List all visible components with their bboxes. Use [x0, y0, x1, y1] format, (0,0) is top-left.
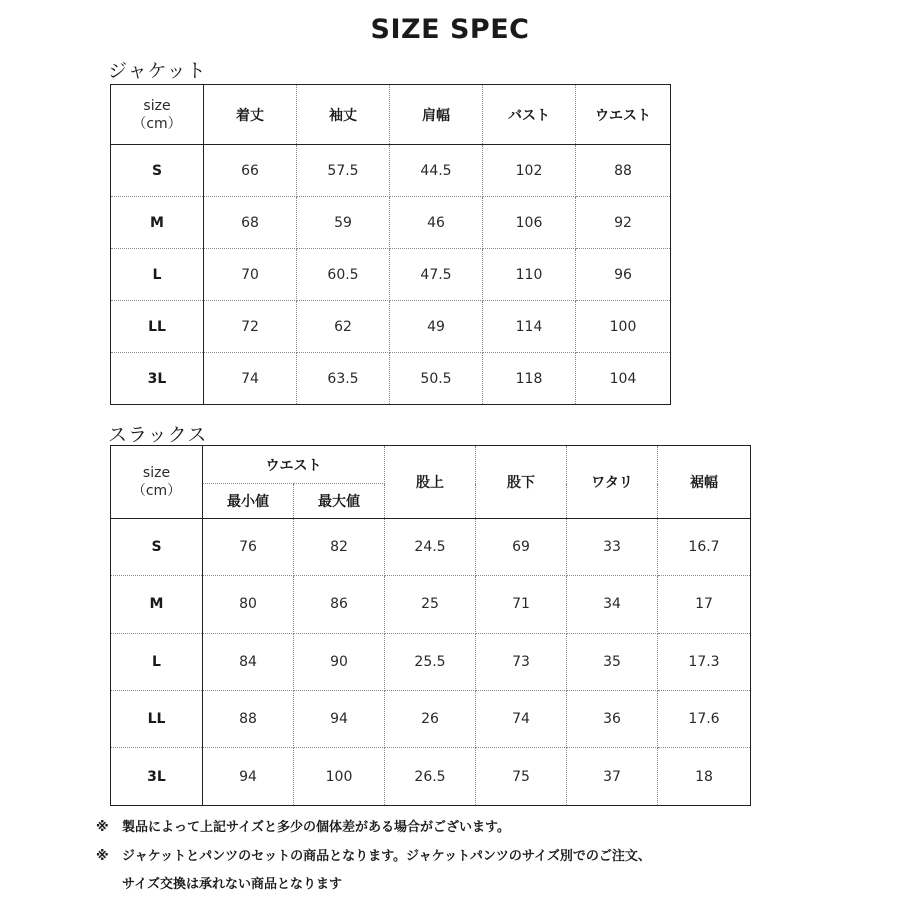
size-header-cell [111, 446, 203, 519]
table-cell: 90 [294, 633, 385, 690]
table-cell: 66 [204, 145, 297, 197]
table-row [111, 301, 671, 353]
table-cell: 47.5 [390, 249, 483, 301]
table-cell: 74 [476, 691, 567, 748]
table-cell: 46 [390, 197, 483, 249]
column-header: ワタリ [567, 446, 658, 519]
table-cell: 114 [483, 301, 576, 353]
table-cell: 100 [294, 748, 385, 806]
size-label: 3L [111, 748, 203, 806]
table-cell: 84 [203, 633, 294, 690]
table-cell: 92 [576, 197, 671, 249]
jacket-size-table [110, 84, 671, 405]
column-header: 肩幅 [390, 85, 483, 145]
table-cell: 63.5 [297, 353, 390, 405]
table-cell: 88 [203, 691, 294, 748]
column-header: 袖丈 [297, 85, 390, 145]
table-cell: 24.5 [385, 518, 476, 575]
size-label: 3L [111, 353, 204, 405]
note-mark: ※ [96, 849, 109, 864]
table-cell: 17.3 [658, 633, 751, 690]
table-cell: 74 [204, 353, 297, 405]
table-cell: 88 [576, 145, 671, 197]
size-label: L [111, 633, 203, 690]
table-cell: 44.5 [390, 145, 483, 197]
size-header-label: size [142, 464, 171, 481]
size-label: S [111, 518, 203, 575]
waist-min-header: 最小値 [203, 484, 294, 518]
table-row [111, 576, 751, 633]
table-cell: 110 [483, 249, 576, 301]
size-label: M [111, 576, 203, 633]
notes [96, 818, 876, 904]
jacket-section-title: ジャケット [108, 60, 207, 82]
table-row [111, 353, 671, 405]
table-cell: 72 [204, 301, 297, 353]
table-cell: 94 [294, 691, 385, 748]
size-label: M [111, 197, 204, 249]
table-cell: 68 [204, 197, 297, 249]
table-cell: 96 [576, 249, 671, 301]
table-cell: 33 [567, 518, 658, 575]
table-cell: 70 [204, 249, 297, 301]
size-header-unit: （cm） [131, 482, 182, 499]
slacks-size-table [110, 445, 751, 806]
table-cell: 106 [483, 197, 576, 249]
size-header-unit: （cm） [132, 115, 182, 132]
table-cell: 60.5 [297, 249, 390, 301]
table-cell: 71 [476, 576, 567, 633]
column-header: バスト [483, 85, 576, 145]
size-label: L [111, 249, 204, 301]
table-cell: 18 [658, 748, 751, 806]
table-cell: 17.6 [658, 691, 751, 748]
table-cell: 75 [476, 748, 567, 806]
page-title: SIZE SPEC [370, 14, 530, 45]
table-cell: 102 [483, 145, 576, 197]
column-header: 着丈 [204, 85, 297, 145]
table-cell: 86 [294, 576, 385, 633]
waist-max-header: 最大値 [294, 484, 385, 518]
table-cell: 36 [567, 691, 658, 748]
size-header-label: size [143, 97, 171, 114]
table-cell: 118 [483, 353, 576, 405]
size-header-cell [111, 85, 204, 145]
note-item [96, 818, 876, 838]
column-header: ウエスト [576, 85, 671, 145]
table-row [111, 633, 751, 690]
table-cell: 16.7 [658, 518, 751, 575]
table-cell: 26.5 [385, 748, 476, 806]
note-text: 製品によって上記サイズと多少の個体差がある場合がございます。 [122, 820, 510, 835]
table-cell: 57.5 [297, 145, 390, 197]
slacks-section-title: スラックス [108, 424, 208, 446]
table-cell: 25.5 [385, 633, 476, 690]
size-label: S [111, 145, 204, 197]
table-row [111, 691, 751, 748]
table-cell: 35 [567, 633, 658, 690]
table-cell: 37 [567, 748, 658, 806]
table-cell: 17 [658, 576, 751, 633]
table-cell: 76 [203, 518, 294, 575]
size-label: LL [111, 691, 203, 748]
note-text: ジャケットとパンツのセットの商品となります。ジャケットパンツのサイズ別でのご注文、 [122, 849, 651, 864]
table-cell: 80 [203, 576, 294, 633]
table-row [111, 145, 671, 197]
note-text-continued: サイズ交換は承れない商品となります [122, 877, 342, 892]
table-cell: 73 [476, 633, 567, 690]
table-cell: 50.5 [390, 353, 483, 405]
size-label: LL [111, 301, 204, 353]
column-header: 股上 [385, 446, 476, 519]
note-mark: ※ [96, 820, 109, 835]
table-row [111, 518, 751, 575]
column-header: 裾幅 [658, 446, 751, 519]
table-row [111, 748, 751, 806]
note-item [96, 847, 876, 895]
waist-group-header: ウエスト [203, 446, 385, 484]
column-header: 股下 [476, 446, 567, 519]
table-cell: 100 [576, 301, 671, 353]
table-cell: 94 [203, 748, 294, 806]
table-cell: 26 [385, 691, 476, 748]
table-row [111, 249, 671, 301]
table-cell: 49 [390, 301, 483, 353]
table-header-row [111, 85, 671, 145]
table-cell: 34 [567, 576, 658, 633]
table-header-row [111, 446, 751, 484]
table-cell: 104 [576, 353, 671, 405]
table-cell: 82 [294, 518, 385, 575]
table-cell: 59 [297, 197, 390, 249]
table-cell: 69 [476, 518, 567, 575]
table-row [111, 197, 671, 249]
table-cell: 62 [297, 301, 390, 353]
table-cell: 25 [385, 576, 476, 633]
